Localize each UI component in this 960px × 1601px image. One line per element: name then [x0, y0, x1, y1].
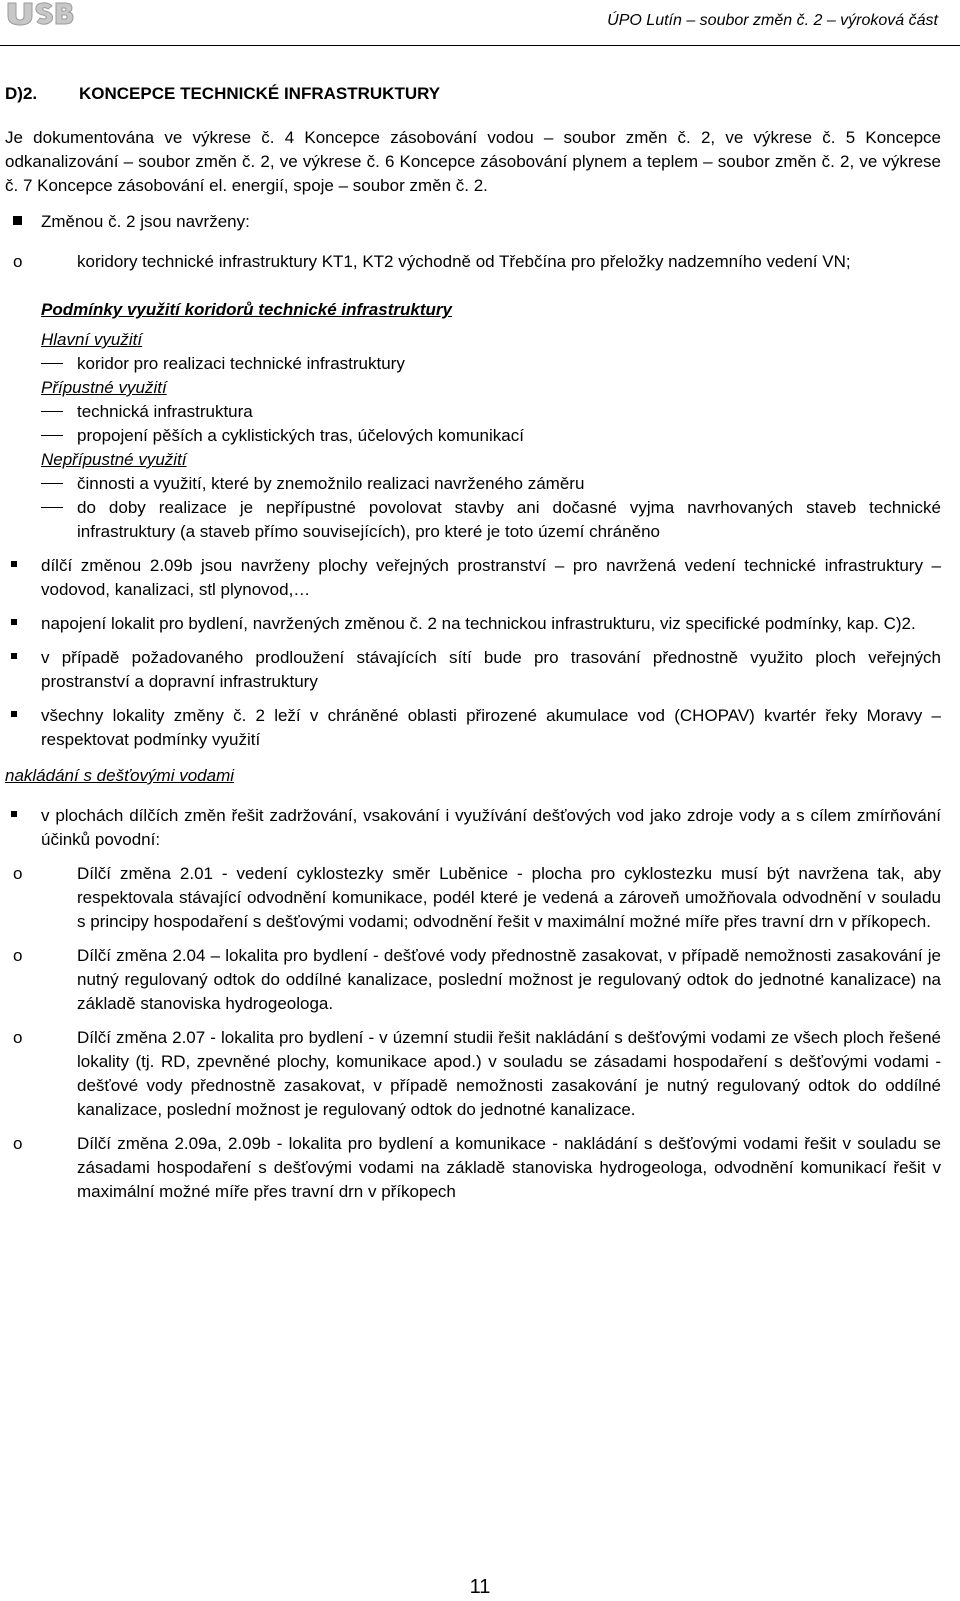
circle-bullet-icon: o: [13, 1134, 23, 1153]
square-bullet-icon: [5, 210, 41, 234]
allowed-use-item: [5, 424, 941, 448]
rainwater-bullet-text: v plochách dílčích změn řešit zadržování, vsakování i využívání dešťových vod jako zdroje vody a s cílem zmírňování účinků povodní:: [41, 806, 941, 849]
rules-title: Podmínky využití koridorů technické infrastruktury: [41, 300, 452, 319]
rainwater-item-text: Dílčí změna 2.09a, 2.09b - lokalita pro bydlení a komunikace - nakládání s dešťovými vodami řešit v souladu se zásadami hospodaření s dešťovými vodami na základě stanoviska hydrogeologa, odvodnění komunikací řešit v maximální možné míře přes travní drn v příkopech: [77, 1134, 941, 1201]
main-use-label: Hlavní využití: [41, 330, 143, 349]
dash-bullet-icon: [5, 352, 77, 376]
circle-bullet-icon: o: [13, 864, 23, 883]
bullet-item: [5, 704, 941, 752]
forbidden-use-label: Nepřípustné využití: [41, 450, 187, 469]
rainwater-item-text: Dílčí změna 2.01 - vedení cyklostezky směr Luběnice - plocha pro cyklostezku musí být navržena tak, aby respektovala stávající odvodnění komunikace, podél které je vedená a zároveň umožňovala odvodnění v souladu s principy hospodaření s dešťovými vodami; odvodnění řešit v maximální možné míře přes travní drn v příkopech.: [77, 864, 941, 931]
bullet-item: [5, 554, 941, 602]
bullet-text: v případě požadovaného prodloužení stávajících sítí bude pro trasování přednostně využito ploch veřejných prostranství a dopravní infrastruktury: [41, 648, 941, 691]
dash-bullet-icon: [5, 472, 77, 496]
change-list-header: [5, 210, 941, 234]
page-number: 11: [469, 1576, 491, 1598]
change-list-label: Změnou č. 2 jsou navrženy:: [41, 212, 250, 231]
page-content: [5, 82, 941, 1204]
main-use-text: koridor pro realizaci technické infrastruktury: [77, 354, 405, 373]
allowed-use-item: [5, 400, 941, 424]
rainwater-item: [5, 1132, 941, 1204]
header-divider: [0, 45, 960, 46]
rainwater-item: [5, 862, 941, 934]
bullet-text: napojení lokalit pro bydlení, navržených změnou č. 2 na technickou infrastrukturu, viz specifické podmínky, kap. C)2.: [41, 614, 916, 633]
rainwater-title: nakládání s dešťovými vodami: [5, 766, 235, 785]
dash-bullet-icon: [5, 424, 77, 448]
list-item: [5, 250, 941, 274]
forbidden-use-item: [5, 472, 941, 496]
document-header-title: ÚPO Lutín – soubor změn č. 2 – výroková část: [607, 12, 938, 29]
small-square-bullet-icon: [5, 554, 41, 602]
list-item-text: koridory technické infrastruktury KT1, KT2 východně od Třebčína pro přeložky nadzemního vedení VN;: [77, 252, 851, 271]
forbidden-use-text: do doby realizace je nepřípustné povolovat stavby ani dočasné vyjma navrhovaných staveb technické infrastruktury (a staveb přímo souvisejících), pro které je toto území chráněno: [77, 498, 941, 541]
allowed-use-text: technická infrastruktura: [77, 402, 253, 421]
bullet-item: [5, 612, 941, 636]
bullet-item: [5, 804, 941, 852]
forbidden-use-item: [5, 496, 941, 544]
allowed-use-label: Přípustné využití: [41, 378, 167, 397]
bullet-text: všechny lokality změny č. 2 leží v chráněné oblasti přirozené akumulace vod (CHOPAV) kvartér řeky Moravy – respektovat podmínky využití: [41, 706, 941, 749]
rainwater-item: [5, 1026, 941, 1122]
small-square-bullet-icon: [5, 704, 41, 752]
section-number: D)2.: [5, 84, 38, 103]
small-square-bullet-icon: [5, 646, 41, 694]
bullet-item: [5, 646, 941, 694]
forbidden-use-text: činnosti a využití, které by znemožnilo realizaci navrženého záměru: [77, 474, 585, 493]
usb-logo: [4, 0, 74, 26]
dash-bullet-icon: [5, 496, 77, 544]
circle-bullet-icon: o: [13, 946, 23, 965]
dash-bullet-icon: [5, 400, 77, 424]
circle-bullet-icon: o: [13, 252, 23, 271]
section-heading: [5, 82, 941, 106]
bullet-text: dílčí změnou 2.09b jsou navrženy plochy veřejných prostranství – pro navržená vedení technické infrastruktury – vodovod, kanalizaci, stl plynovod,…: [41, 556, 941, 599]
rainwater-item: [5, 944, 941, 1016]
logo-lettering: USB: [14, 21, 21, 25]
circle-bullet-icon: o: [13, 1028, 23, 1047]
rainwater-item-text: Dílčí změna 2.07 - lokalita pro bydlení - v územní studii řešit nakládání s dešťovými vodami ze všech ploch řešené lokality (tj. RD, zpevněné plochy, komunikace apod.) v souladu se zásadami hospodaření s dešťovými vodami - dešťové vody přednostně zasakovat, v případě nemožnosti zasakování je nutný regulovaný odtok do oddílné kanalizace, poslední možnost je regulovaný odtok do jednotné kanalizace.: [77, 1028, 941, 1119]
rainwater-item-text: Dílčí změna 2.04 – lokalita pro bydlení - dešťové vody přednostně zasakovat, v případě nemožnosti zasakování je nutný regulovaný odtok do oddílné kanalizace, poslední možnost je regulovaný odtok do jednotné kanalizace) na základě stanoviska hydrogeologa.: [77, 946, 941, 1013]
small-square-bullet-icon: [5, 804, 41, 852]
allowed-use-text: propojení pěších a cyklistických tras, účelových komunikací: [77, 426, 524, 445]
main-use-item: [5, 352, 941, 376]
section-intro: Je dokumentována ve výkrese č. 4 Koncepce zásobování vodou – soubor změn č. 2, ve výkrese č. 5 Koncepce odkanalizování – soubor změn č. 2, ve výkrese č. 6 Koncepce zásobování plynem a teplem – soubor změn č. 2, ve výkrese č. 7 Koncepce zásobování el. energií, spoje – soubor změn č. 2.: [5, 128, 941, 195]
section-title: KONCEPCE TECHNICKÉ INFRASTRUKTURY: [79, 84, 441, 103]
small-square-bullet-icon: [5, 612, 41, 636]
